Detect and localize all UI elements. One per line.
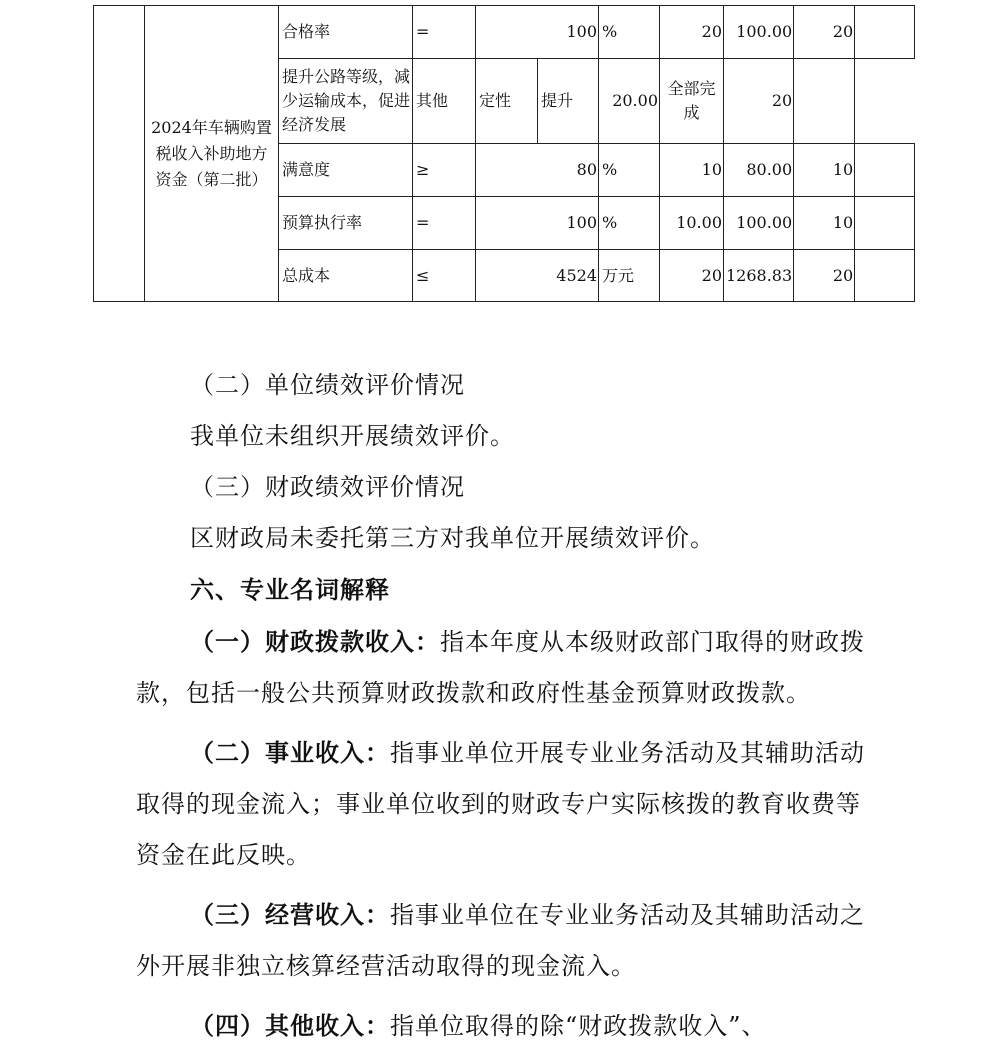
fiscal-eval-text: 区财政局未委托第三方对我单位开展绩效评价。 — [190, 524, 715, 552]
target-cell: 定性 — [476, 59, 538, 144]
operator-cell: = — [413, 197, 476, 250]
table-row — [94, 6, 915, 59]
note-cell — [855, 6, 915, 59]
target-cell: 4524 — [476, 250, 599, 302]
actual-cell: 1268.83 — [724, 250, 794, 302]
indicator-cell: 提升公路等级，减少运输成本，促进经济发展 — [279, 59, 413, 144]
glossary-heading — [136, 564, 878, 616]
score-cell: 10 — [794, 197, 855, 250]
note-cell — [794, 59, 855, 144]
score-cell: 20 — [724, 59, 794, 144]
indicator-cell: 总成本 — [279, 250, 413, 302]
indicator-cell: 满意度 — [279, 144, 413, 197]
weight-cell: 20 — [660, 6, 724, 59]
term-label: （一）财政拨款收入： — [190, 627, 440, 656]
performance-indicator-table — [93, 5, 915, 302]
body-text — [136, 360, 878, 1052]
term-paragraph — [136, 616, 878, 719]
term-definition: 指单位取得的除“财政拨款收入”、 — [390, 1012, 767, 1040]
note-cell — [855, 250, 915, 302]
score-cell: 20 — [794, 250, 855, 302]
note-cell — [855, 144, 915, 197]
fiscal-eval-heading: （三）财政绩效评价情况 — [190, 473, 465, 501]
actual-cell: 全部完成 — [660, 59, 724, 144]
term-paragraph — [136, 889, 878, 992]
term-paragraph — [136, 727, 878, 881]
term-label: （四）其他收入： — [190, 1011, 390, 1040]
note-cell — [855, 197, 915, 250]
target-cell: 80 — [476, 144, 599, 197]
score-cell: 20 — [794, 6, 855, 59]
term-definition: 指事业单位在专业业务活动及其辅助活动之外开展非独立核算经营活动取得的现金流入。 — [136, 901, 865, 980]
operator-cell: 其他 — [413, 59, 476, 144]
term-paragraph — [136, 1000, 878, 1052]
indicator-cell: 预算执行率 — [279, 197, 413, 250]
unit-cell: 提升 — [538, 59, 599, 144]
operator-cell: ≥ — [413, 144, 476, 197]
unit-eval-text: 我单位未组织开展绩效评价。 — [190, 422, 515, 450]
project-name-cell: 2024年车辆购置税收入补助地方资金（第二批） — [145, 6, 279, 302]
blank-cell — [94, 6, 145, 302]
unit-cell: 万元 — [599, 250, 660, 302]
score-cell: 10 — [794, 144, 855, 197]
term-label: （三）经营收入： — [190, 900, 390, 929]
actual-cell: 100.00 — [724, 197, 794, 250]
target-cell: 100 — [476, 6, 599, 59]
indicator-cell: 合格率 — [279, 6, 413, 59]
target-cell: 100 — [476, 197, 599, 250]
actual-cell: 80.00 — [724, 144, 794, 197]
term-definition: 指事业单位开展专业业务活动及其辅助活动取得的现金流入；事业单位收到的财政专户实际核拨的教育收费等资金在此反映。 — [136, 739, 865, 869]
unit-cell: % — [599, 144, 660, 197]
glossary-heading-text: 六、专业名词解释 — [190, 575, 390, 604]
weight-cell: 20.00 — [599, 59, 660, 144]
unit-eval-heading: （二）单位绩效评价情况 — [190, 371, 465, 399]
weight-cell: 10.00 — [660, 197, 724, 250]
operator-cell: ≤ — [413, 250, 476, 302]
term-definition: 指本年度从本级财政部门取得的财政拨款，包括一般公共预算财政拨款和政府性基金预算财政拨款。 — [136, 628, 865, 707]
term-label: （二）事业收入： — [190, 738, 390, 767]
actual-cell: 100.00 — [724, 6, 794, 59]
unit-cell: % — [599, 6, 660, 59]
operator-cell: = — [413, 6, 476, 59]
weight-cell: 20 — [660, 250, 724, 302]
unit-cell: % — [599, 197, 660, 250]
weight-cell: 10 — [660, 144, 724, 197]
